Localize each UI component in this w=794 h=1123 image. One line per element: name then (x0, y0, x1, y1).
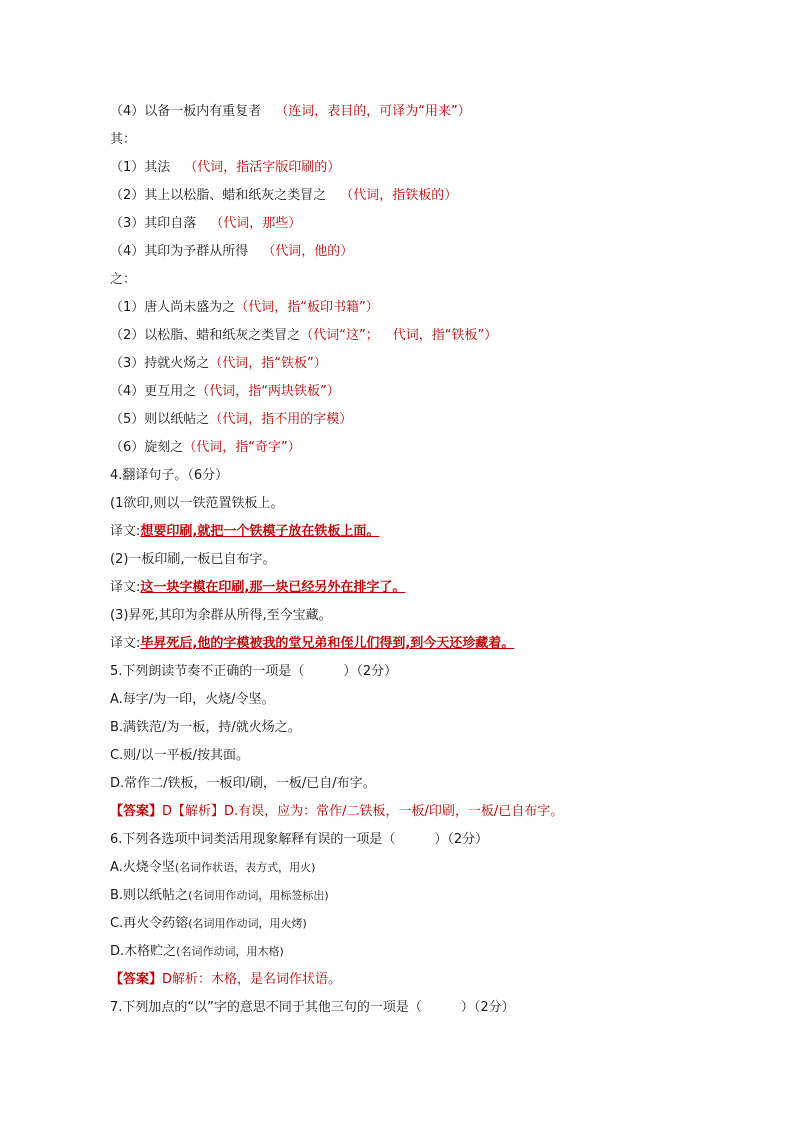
option-line: A.每字/为一印，火烧/令坚。 (110, 692, 275, 707)
question-heading: 7.下列加点的“以”字的意思不同于其他三句的一项是（ ）（2分） (110, 1000, 515, 1015)
translation-line: 译文:毕昇死后,他的字模被我的堂兄弟和侄儿们得到,到今天还珍藏着。 (110, 636, 515, 651)
question-heading: 4.翻译句子。（6分） (110, 468, 229, 483)
text-line: （4）其印为予群从所得 （代词，他的） (110, 244, 354, 259)
text-line: （4）以备一板内有重复者 （连词，表目的，可译为“用来”） (110, 104, 471, 119)
text-line: （5）则以纸帖之（代词，指不用的字模） (110, 412, 353, 427)
option-line: A.火烧令坚(名词作状语，表方式，用火) (110, 860, 316, 875)
text-line: 其： (110, 132, 137, 147)
answer-text: 想要印刷,就把一个铁模子放在铁板上面。 (140, 524, 380, 539)
text-line: （6）旋刻之（代词，指“奇字”） (110, 440, 301, 455)
translation-line: 译文:这一块字模在印刷,那一块已经另外在排字了。 (110, 580, 406, 595)
text-line: (2)一板印刷,一板已自布字。 (110, 552, 276, 567)
question-heading: 6.下列各选项中词类活用现象解释有误的一项是（ ）（2分） (110, 832, 489, 847)
option-line: B.满铁范/为一板，持/就火炀之。 (110, 720, 301, 735)
text-line: (1欲印,则以一铁范置铁板上。 (110, 496, 284, 511)
text-line: 之： (110, 272, 137, 287)
answer-text: 这一块字模在印刷,那一块已经另外在排字了。 (140, 580, 406, 595)
translation-line: 译文:想要印刷,就把一个铁模子放在铁板上面。 (110, 524, 380, 539)
text-line: （3）持就火炀之（代词，指“铁板”） (110, 356, 327, 371)
option-line: B.则以纸帖之(名词用作动词，用标签标出) (110, 888, 329, 903)
option-line: C.再火令药镕(名词用作动词，用火烤) (110, 916, 307, 931)
answer-text: 毕昇死后,他的字模被我的堂兄弟和侄儿们得到,到今天还珍藏着。 (140, 636, 515, 651)
text-line: （1）其法 （代词，指活字版印刷的） (110, 160, 341, 175)
text-line: （1）唐人尚未盛为之（代词，指“板印书籍”） (110, 300, 379, 315)
option-line: C.则/以一平板/按其面。 (110, 748, 249, 763)
text-line: （2）以松脂、蜡和纸灰之类冒之（代词“这”； 代词，指“铁板”） (110, 328, 498, 343)
option-line: D.常作二/铁板，一板印/刷，一板/已自/布字。 (110, 776, 376, 791)
question-heading: 5.下列朗读节奏不正确的一项是（ ）（2分） (110, 664, 398, 679)
text-line: （4）更互用之（代词，指“两块铁板”） (110, 384, 340, 399)
answer-line: 【答案】D解析：木格，是名词作状语。 (110, 972, 342, 987)
answer-line: 【答案】D【解析】D.有误，应为：常作/二铁板，一板/印刷，一板/已自布字。 (110, 804, 564, 819)
text-line: （2）其上以松脂、蜡和纸灰之类冒之 （代词，指铁板的） (110, 188, 458, 203)
text-line: （3）其印自落 （代词，那些） (110, 216, 302, 231)
text-line: (3)昇死,其印为余群从所得,至今宝藏。 (110, 608, 332, 623)
option-line: D.木格贮之(名词作动词，用木格) (110, 944, 284, 959)
